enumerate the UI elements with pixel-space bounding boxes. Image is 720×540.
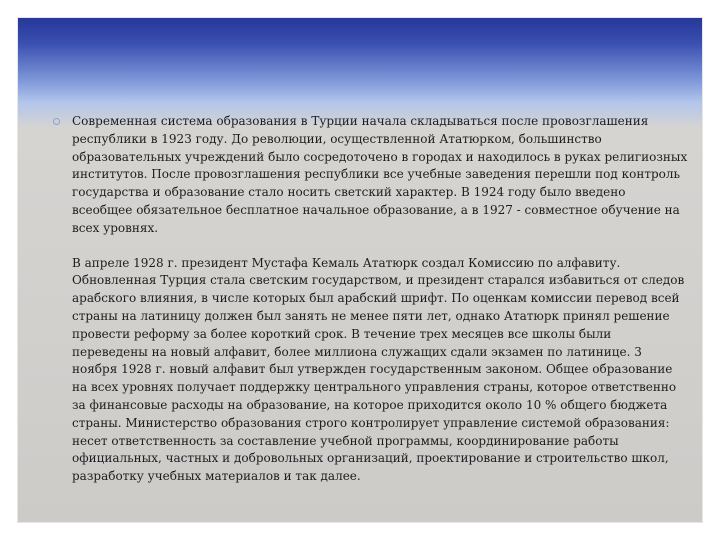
- paragraph-text: Современная система образования в Турции начала складываться после провозглашения республики в 1923 году. До революции, осуществленной Ататюрком, большинство образовательных учреждений было сосредоточено в городах и находилось в руках религиозных институтов. После провозглашения республики все учебные заведения перешли под контроль государства и образование стало носить светский характер. В 1924 году было введено всеобщее обязательное бесплатное начальное образование, а в 1927 - совместное обучение на всех уровнях.: [72, 114, 688, 235]
- slide: [18, 18, 702, 522]
- paragraph-education-history: [53, 113, 689, 238]
- bullet-icon: [53, 118, 60, 125]
- paragraph-text: В апреле 1928 г. президент Мустафа Кемаль Ататюрк создал Комиссию по алфавиту. Обновленная Турция стала светским государством, и президент старался избавиться от следов арабского влияния, в числе которых был арабский шрифт. По оценкам комиссии перевод всей страны на латиницу должен был занять не менее пяти лет, однако Ататюрк принял решение провести реформу за более короткий срок. В течение трех месяцев все школы были переведены на новый алфавит, более миллиона служащих сдали экзамен по латинице. 3 ноября 1928 г. новый алфавит был утвержден государственным законом. Общее образование на всех уровнях получает поддержку центрального управления страны, которое ответственно за финансовые расходы на образование, на которое приходится около 10 % общего бюджета страны. Министерство образования строго контролирует управление системой образования: несет ответственность за составление учебной программы, координирование работы официальных, частных и добровольных организаций, проектирование и строительство школ, разработку учебных материалов и так далее.: [72, 255, 685, 484]
- paragraph-alphabet-reform: [53, 255, 689, 486]
- slide-body: [53, 113, 689, 486]
